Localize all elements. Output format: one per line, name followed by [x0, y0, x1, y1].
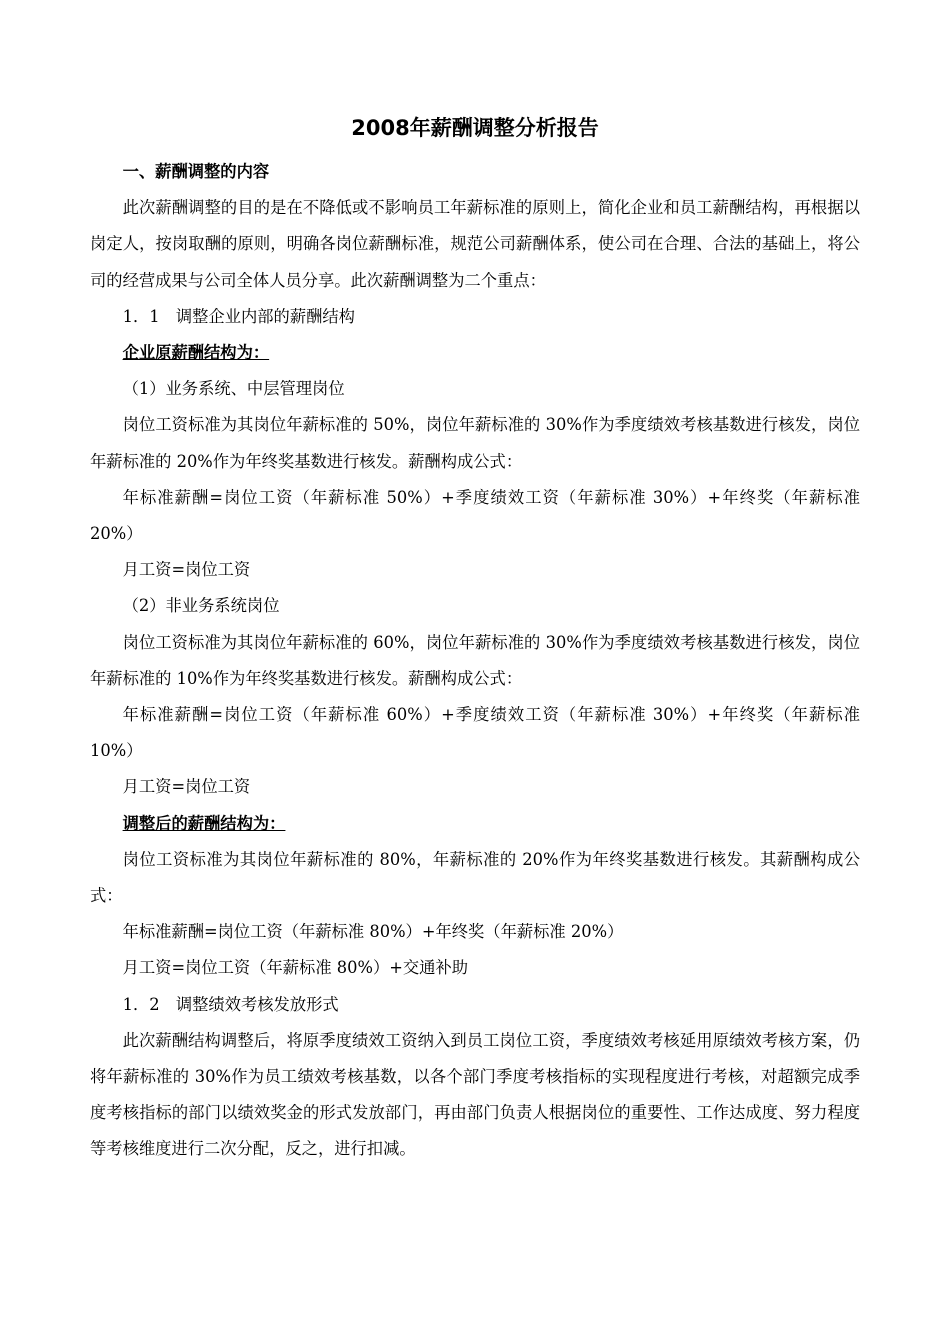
document-title: 2008年薪酬调整分析报告	[351, 116, 599, 140]
original-structure-label: 企业原薪酬结构为：	[122, 343, 270, 363]
adjusted-structure-label-line	[90, 806, 860, 842]
item1-label: （1）业务系统、中层管理岗位	[122, 379, 345, 399]
item2-paragraph: 岗位工资标准为其岗位年薪标准的 60%，岗位年薪标准的 30%作为季度绩效考核基数进行核发，岗位年薪标准的 10%作为年终奖基数进行核发。薪酬构成公式：	[90, 632, 860, 688]
adjusted-paragraph: 岗位工资标准为其岗位年薪标准的 80%，年薪标准的 20%作为年终奖基数进行核发。其薪酬构成公式：	[90, 849, 860, 906]
adjusted-structure-label: 调整后的薪酬结构为：	[122, 813, 286, 833]
document-page	[90, 108, 860, 1168]
adjusted-monthly: 月工资=岗位工资（年薪标准 80%）+交通补助	[122, 958, 469, 978]
intro-paragraph: 此次薪酬调整的目的是在不降低或不影响员工年薪标准的原则上，简化企业和员工薪酬结构，再根据以岗定人，按岗取酬的原则，明确各岗位薪酬标准，规范公司薪酬体系，使公司在合理、合法的基础上，将公司的经营成果与公司全体人员分享。此次薪酬调整为二个重点：	[90, 198, 860, 290]
item1-formula: 年标准薪酬=岗位工资（年薪标准 50%）+季度绩效工资（年薪标准 30%）+年终奖（年薪标准 20%）	[90, 487, 860, 544]
item1-monthly: 月工资=岗位工资	[122, 560, 251, 580]
subsection-1-2-paragraph: 此次薪酬结构调整后，将原季度绩效工资纳入到员工岗位工资，季度绩效考核延用原绩效考核方案，仍将年薪标准的 30%作为员工绩效考核基数，以各个部门季度考核指标的实现程度进行考核，对超额完成季度考核指标的部门以绩效奖金的形式发放部门，再由部门负责人根据岗位的重要性、工作达成度、努力程度等考核维度进行二次分配，反之，进行扣减。	[90, 1030, 860, 1159]
subsection-heading-1-2: 1．2 调整绩效考核发放形式	[122, 994, 339, 1014]
item2-monthly: 月工资=岗位工资	[122, 777, 251, 797]
section-heading: 一、薪酬调整的内容	[122, 162, 270, 181]
item2-formula: 年标准薪酬=岗位工资（年薪标准 60%）+季度绩效工资（年薪标准 30%）+年终奖（年薪标准 10%）	[90, 705, 860, 761]
item2-label: （2）非业务系统岗位	[122, 596, 280, 616]
adjusted-formula: 年标准薪酬=岗位工资（年薪标准 80%）+年终奖（年薪标准 20%）	[122, 922, 624, 942]
item1-paragraph: 岗位工资标准为其岗位年薪标准的 50%，岗位年薪标准的 30%作为季度绩效考核基数进行核发，岗位年薪标准的 20%作为年终奖基数进行核发。薪酬构成公式：	[90, 415, 860, 471]
original-structure-label-line	[90, 335, 860, 371]
subsection-heading-1-1: 1．1 调整企业内部的薪酬结构	[122, 306, 355, 326]
